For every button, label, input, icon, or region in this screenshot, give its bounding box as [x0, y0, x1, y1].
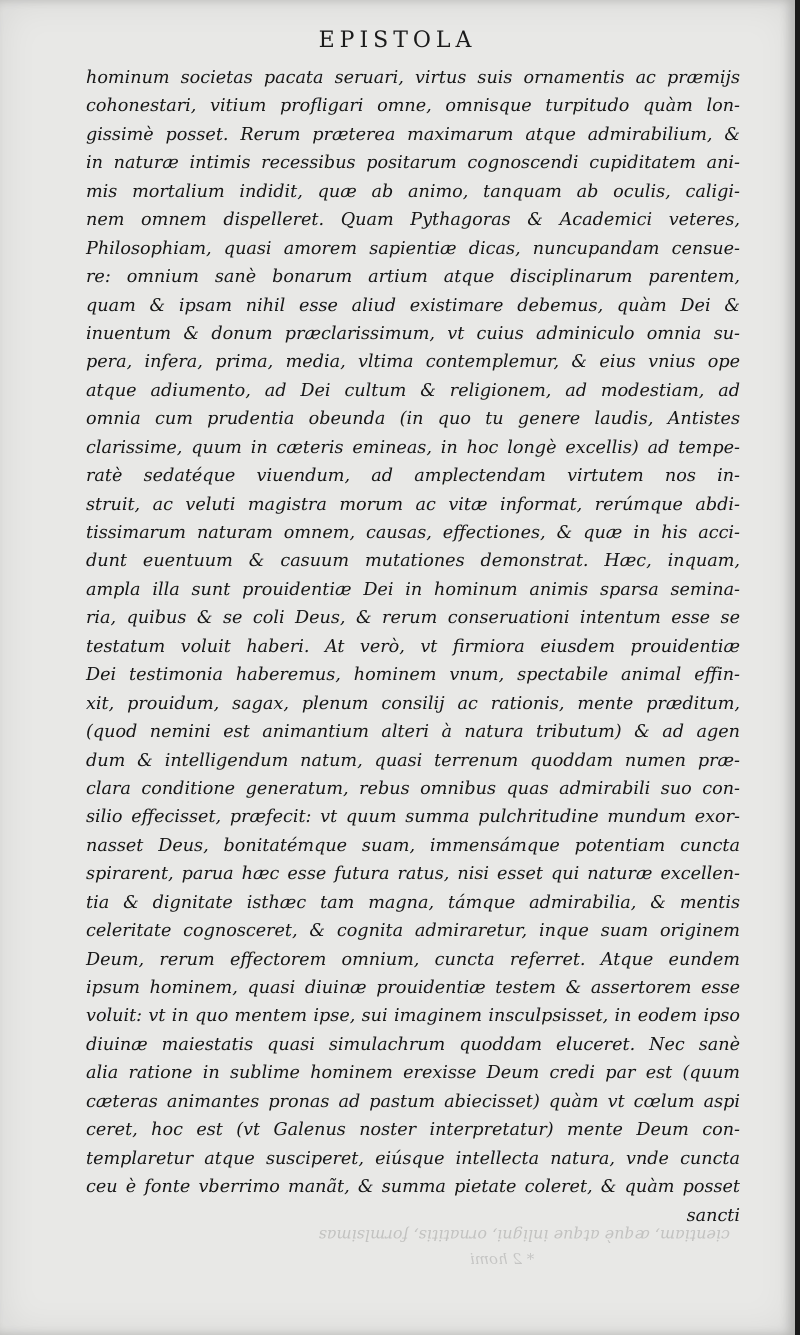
text-line: clarissime, quum in cæteris emineas, in hoc longè excellis) ad tempe-	[86, 437, 740, 458]
text-line: ipsum hominem, quasi diuinæ prouidentiæ testem & assertorem esse	[86, 978, 740, 998]
text-line: tissimarum naturam omnem, causas, effectiones, & quæ in his acci-	[86, 523, 740, 543]
text-line: templaretur atque susciperet, eiúsque intellecta natura, vnde cuncta	[86, 1148, 740, 1169]
show-through-signature: * 2 homi	[470, 1250, 535, 1268]
text-line: ria, quibus & se coli Deus, & rerum conseruationi intentum esse se	[86, 608, 740, 629]
text-line: mis mortalium indidit, quæ ab animo, tanquam ab oculis, caligi-	[86, 181, 740, 202]
text-line: nasset Deus, bonitatémque suam, immensámque potentiam cuncta	[86, 835, 740, 856]
text-line: alia ratione in sublime hominem erexisse Deum credi par est (quum	[86, 1063, 740, 1084]
text-line: Deum, rerum effectorem omnium, cuncta referret. Atque eundem	[86, 949, 740, 970]
text-line: pera, infera, prima, media, vltima contemplemur, & eius vnius ope	[86, 352, 740, 373]
show-through-text: cientiam, æquè atque inligni, ornatitis, formlsimas	[318, 1226, 730, 1245]
page-edge	[795, 0, 800, 1335]
text-line: spirarent, parua hæc esse futura ratus, nisi esset qui naturæ excellen-	[86, 864, 740, 885]
text-line: omnia cum prudentia obeunda (in quo tu genere laudis, Antistes	[86, 409, 740, 430]
text-line: cæteras animantes pronas ad pastum abiecisset) quàm vt cœlum aspi	[86, 1091, 740, 1112]
text-line: Philosophiam, quasi amorem sapientiæ dicas, nuncupandam censue-	[86, 238, 740, 259]
text-line: nem omnem dispelleret. Quam Pythagoras & Academici veteres,	[86, 210, 740, 231]
text-line: diuinæ maiestatis quasi simulachrum quoddam eluceret. Nec sanè	[86, 1034, 740, 1055]
text-line: clara conditione generatum, rebus omnibus quas admirabili suo con-	[86, 778, 740, 799]
text-line: celeritate cognosceret, & cognita admiraretur, inque suam originem	[86, 921, 740, 942]
text-line: hominum societas pacata seruari, virtus suis ornamentis ac præmijs	[86, 68, 740, 88]
text-line: ratè sedatéque viuendum, ad amplectendam virtutem nos in-	[86, 466, 740, 487]
text-line: (quod nemini est animantium alteri à natura tributum) & ad agen	[86, 722, 740, 743]
text-line: atque adiumento, ad Dei cultum & religionem, ad modestiam, ad	[86, 380, 740, 401]
text-line: inuentum & donum præclarissimum, vt cuius adminiculo omnia su-	[86, 323, 740, 344]
running-head: EPISTOLA	[318, 28, 477, 53]
text-line: sancti	[686, 1205, 740, 1226]
text-line: dum & intelligendum natum, quasi terrenum quoddam numen præ-	[86, 750, 740, 771]
text-line: in naturæ intimis recessibus positarum cognoscendi cupiditatem ani-	[86, 153, 740, 174]
text-line: voluit: vt in quo mentem ipse, sui imaginem insculpsisset, in eodem ipso	[86, 1006, 740, 1027]
text-line: gissimè posset. Rerum præterea maximarum atque admirabilium, &	[86, 124, 740, 145]
text-line: Dei testimonia haberemus, hominem vnum, spectabile animal effin-	[86, 665, 740, 686]
text-line: ceret, hoc est (vt Galenus noster interpretatur) mente Deum con-	[86, 1120, 740, 1141]
text-line: ceu è fonte vberrimo manãt, & summa pietate coleret, & quàm posset	[86, 1177, 740, 1198]
text-line: ampla illa sunt prouidentiæ Dei in hominum animis sparsa semina-	[86, 579, 740, 600]
text-line: testatum voluit haberi. At verò, vt firmiora eiusdem prouidentiæ	[86, 636, 740, 657]
body-text	[86, 64, 740, 1230]
text-line: dunt euentuum & casuum mutationes demonstrat. Hæc, inquam,	[86, 551, 740, 572]
text-line: re: omnium sanè bonarum artium atque disciplinarum parentem,	[86, 267, 740, 288]
text-line: struit, ac veluti magistra morum ac vitæ informat, rerúmque abdi-	[86, 494, 740, 515]
text-line: quam & ipsam nihil esse aliud existimare debemus, quàm Dei &	[86, 295, 740, 316]
text-line: xit, prouidum, sagax, plenum consilij ac rationis, mente præditum,	[86, 693, 740, 714]
text-line: tia & dignitate isthæc tam magna, támque admirabilia, & mentis	[86, 892, 740, 913]
text-line: cohonestari, vitium profligari omne, omnisque turpitudo quàm lon-	[86, 96, 740, 117]
text-line: silio effecisset, præfecit: vt quum summa pulchritudine mundum exor-	[86, 807, 740, 828]
